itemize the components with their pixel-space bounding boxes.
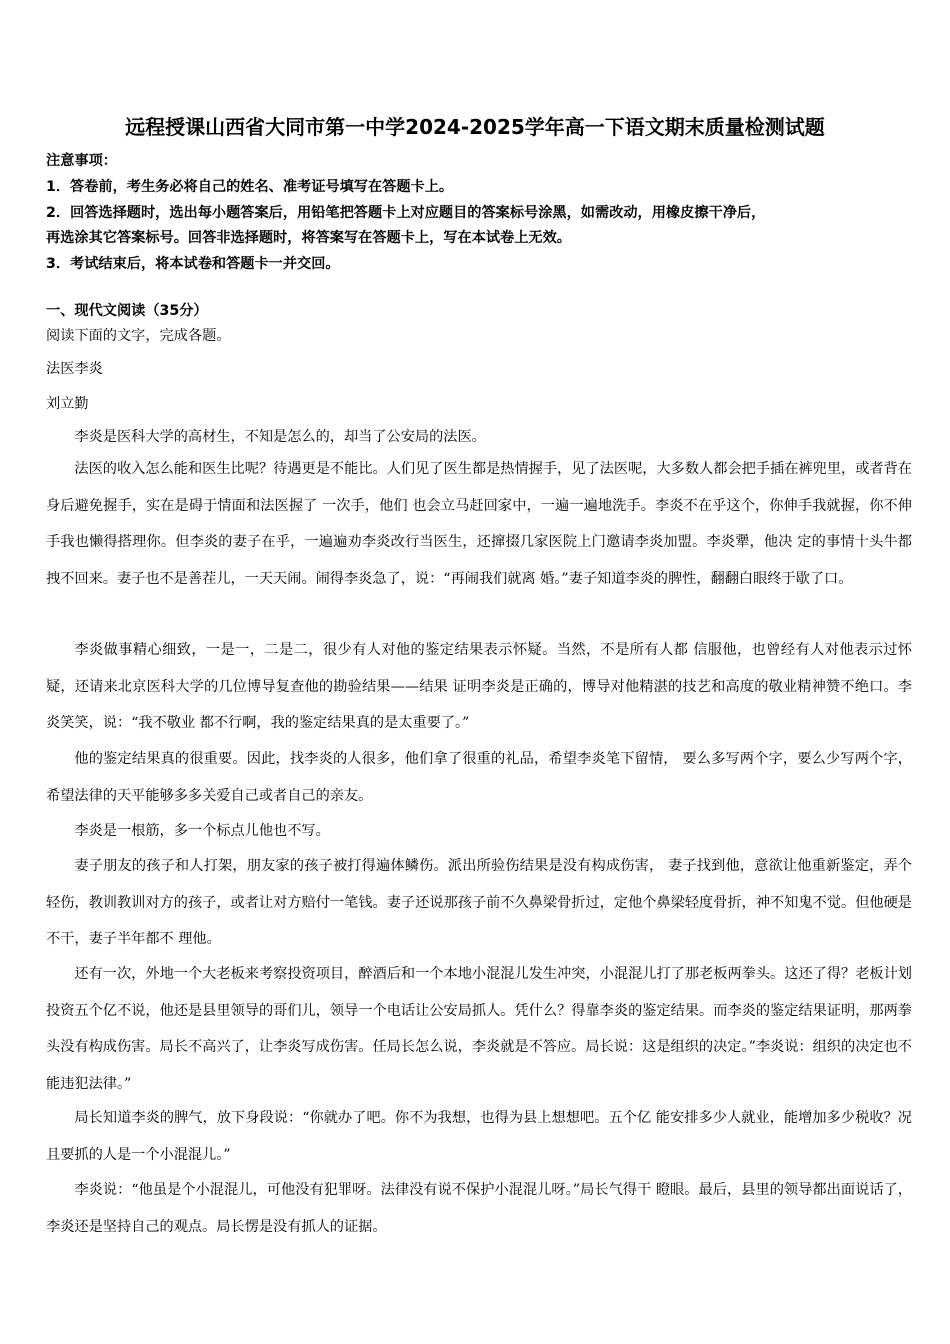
notice-item-2-line-2: 再选涂其它答案标号。回答非选择题时，将答案写在答题卡上，写在本试卷上无效。: [46, 230, 571, 246]
paragraph: 李炎说：“他虽是个小混混儿，可他没有犯罪呀。法律没有说不保护小混混儿呀。”局长气得干 瞪眼。最后，县里的领导都出面说话了，李炎还是坚持自己的观点。局长愣是没有抓人的证据。: [46, 1182, 912, 1235]
paragraph: 李炎是医科大学的高材生，不知是怎么的，却当了公安局的法医。: [74, 429, 486, 445]
section-title: 一、现代文阅读（35分）: [46, 303, 208, 319]
paragraph: 他的鉴定结果真的很重要。因此，找李炎的人很多，他们拿了很重的礼品，希望李炎笔下留情， 要么多写两个字，要么少写两个字，希望法律的天平能够多多关爱自己或者自己的亲友。: [46, 751, 912, 804]
notice-item-2-line-1: 2．回答选择题时，选出每小题答案后，用铅笔把答题卡上对应题目的答案标号涂黑，如需改动，用橡皮擦干净后，: [46, 205, 766, 221]
paragraph: 还有一次，外地一个大老板来考察投资项目，醉酒后和一个本地小混混儿发生冲突，小混混儿打了那老板两拳头。这还了得？老板计划投资五个亿不说，他还是县里领导的哥们儿，领导一个电话让公安局抓人。凭什么？得靠李炎的鉴定结果。而李炎的鉴定结果证明，那两拳头没有构成伤害。局长不高兴了，让李炎写成伤害。任局长怎么说，李炎就是不答应。局长说：这是组织的决定。”李炎说：组织的决定也不能违犯法律。”: [46, 966, 912, 1092]
reading-instruction: 阅读下面的文字，完成各题。: [46, 328, 231, 344]
paragraph: 妻子朋友的孩子和人打架，朋友家的孩子被打得遍体鳞伤。派出所验伤结果是没有构成伤害， 妻子找到他，意欲让他重新鉴定，弄个轻伤，教训教训对方的孩子，或者让对方赔付一笔钱。妻子还说那孩子前不久鼻梁骨折过，定他个鼻梁轻度骨折，神不知鬼不觉。但他硬是不干，妻子半年都不 理他。: [46, 858, 912, 947]
article-author: 刘立勤: [46, 396, 89, 412]
notice-item-1: 1．答卷前，考生务必将自己的姓名、准考证号填写在答题卡上。: [46, 179, 454, 195]
notice-item-3: 3．考试结束后，将本试卷和答题卡一并交回。: [46, 256, 340, 272]
document-title: 远程授课山西省大同市第一中学2024-2025学年高一下语文期末质量检测试题: [125, 115, 825, 139]
paragraph: 李炎是一根筋，多一个标点儿他也不写。: [74, 823, 330, 839]
paragraph: 李炎做事精心细致，一是一，二是二，很少有人对他的鉴定结果表示怀疑。当然，不是所有人都 信服他，也曾经有人对他表示过怀疑，还请来北京医科大学的几位博导复查他的勘验结果——结果 证明李炎是正确的，博导对他精湛的技艺和高度的敬业精神赞不绝口。李炎笑笑，说：“我不敬业 都不行啊，我的鉴定结果真的是太重要了。”: [46, 642, 912, 731]
paragraph: 法医的收入怎么能和医生比呢？待遇更是不能比。人们见了医生都是热情握手，见了法医呢，大多数人都会把手插在裤兜里，或者背在身后避免握手，实在是碍于情面和法医握了 一次手，他们 也会立马赶回家中，一遍一遍地洗手。李炎不在乎这个，你伸手我就握，你不伸手我也懒得搭理你。但李炎的妻子在乎，一遍遍劝李炎改行当医生，还撺掇几家医院上门邀请李炎加盟。李炎犟，他决 定的事情十头牛都拽不回来。妻子也不是善茬儿，一天天闹。闹得李炎急了，说：“再闹我们就离 婚。”妻子知道李炎的脾性，翻翻白眼终于歇了口。: [46, 461, 912, 587]
paragraph: 局长知道李炎的脾气，放下身段说：“你就办了吧。你不为我想，也得为县上想想吧。五个亿 能安排多少人就业，能增加多少税收？况且要抓的人是一个小混混儿。”: [46, 1110, 912, 1163]
notice-heading: 注意事项：: [46, 153, 117, 169]
article-title: 法医李炎: [46, 361, 103, 377]
